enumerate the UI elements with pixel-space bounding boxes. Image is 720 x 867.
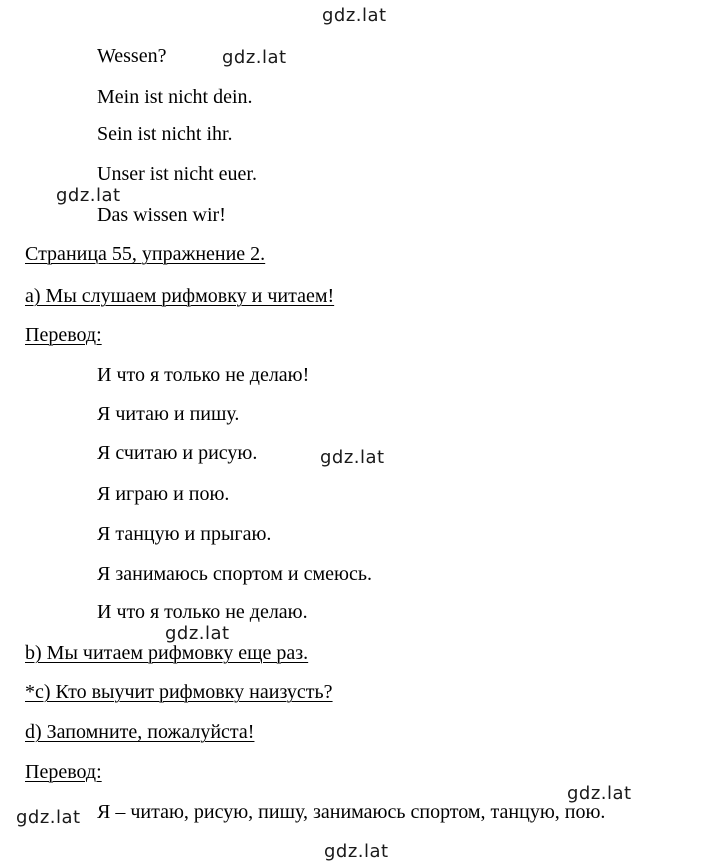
- poem-ru-line: Я играю и пою.: [97, 483, 230, 505]
- poem-ru-line: Я занимаюсь спортом и смеюсь.: [97, 563, 372, 585]
- poem-ru-line: Я считаю и рисую.: [97, 442, 258, 464]
- poem-de-line: Wessen?: [97, 45, 167, 67]
- watermark: gdz.lat: [165, 623, 230, 644]
- poem-ru-line: И что я только не делаю.: [97, 601, 308, 623]
- watermark: gdz.lat: [16, 807, 81, 828]
- watermark: gdz.lat: [322, 5, 387, 26]
- translation-label-2: Перевод:: [25, 761, 102, 783]
- poem-de-line: Das wissen wir!: [97, 204, 226, 226]
- task-c: *c) Кто выучит рифмовку наизусть?: [25, 681, 333, 703]
- final-line: Я – читаю, рисую, пишу, занимаюсь спортом, танцую, пою.: [97, 801, 606, 823]
- watermark: gdz.lat: [56, 185, 121, 206]
- task-b: b) Мы читаем рифмовку еще раз.: [25, 642, 309, 664]
- task-a: а) Мы слушаем рифмовку и читаем!: [25, 285, 335, 307]
- poem-de-line: Sein ist nicht ihr.: [97, 123, 233, 145]
- translation-label: Перевод:: [25, 324, 102, 346]
- watermark: gdz.lat: [324, 841, 389, 862]
- poem-ru-line: И что я только не делаю!: [97, 364, 310, 386]
- watermark: gdz.lat: [222, 47, 287, 68]
- poem-ru-line: Я танцую и прыгаю.: [97, 523, 272, 545]
- poem-de-line: Unser ist nicht euer.: [97, 163, 257, 185]
- poem-ru-line: Я читаю и пишу.: [97, 403, 240, 425]
- section-heading: Страница 55, упражнение 2.: [25, 243, 266, 265]
- poem-de-line: Mein ist nicht dein.: [97, 86, 253, 108]
- task-d: d) Запомните, пожалуйста!: [25, 721, 255, 743]
- watermark: gdz.lat: [320, 447, 385, 468]
- watermark: gdz.lat: [567, 783, 632, 804]
